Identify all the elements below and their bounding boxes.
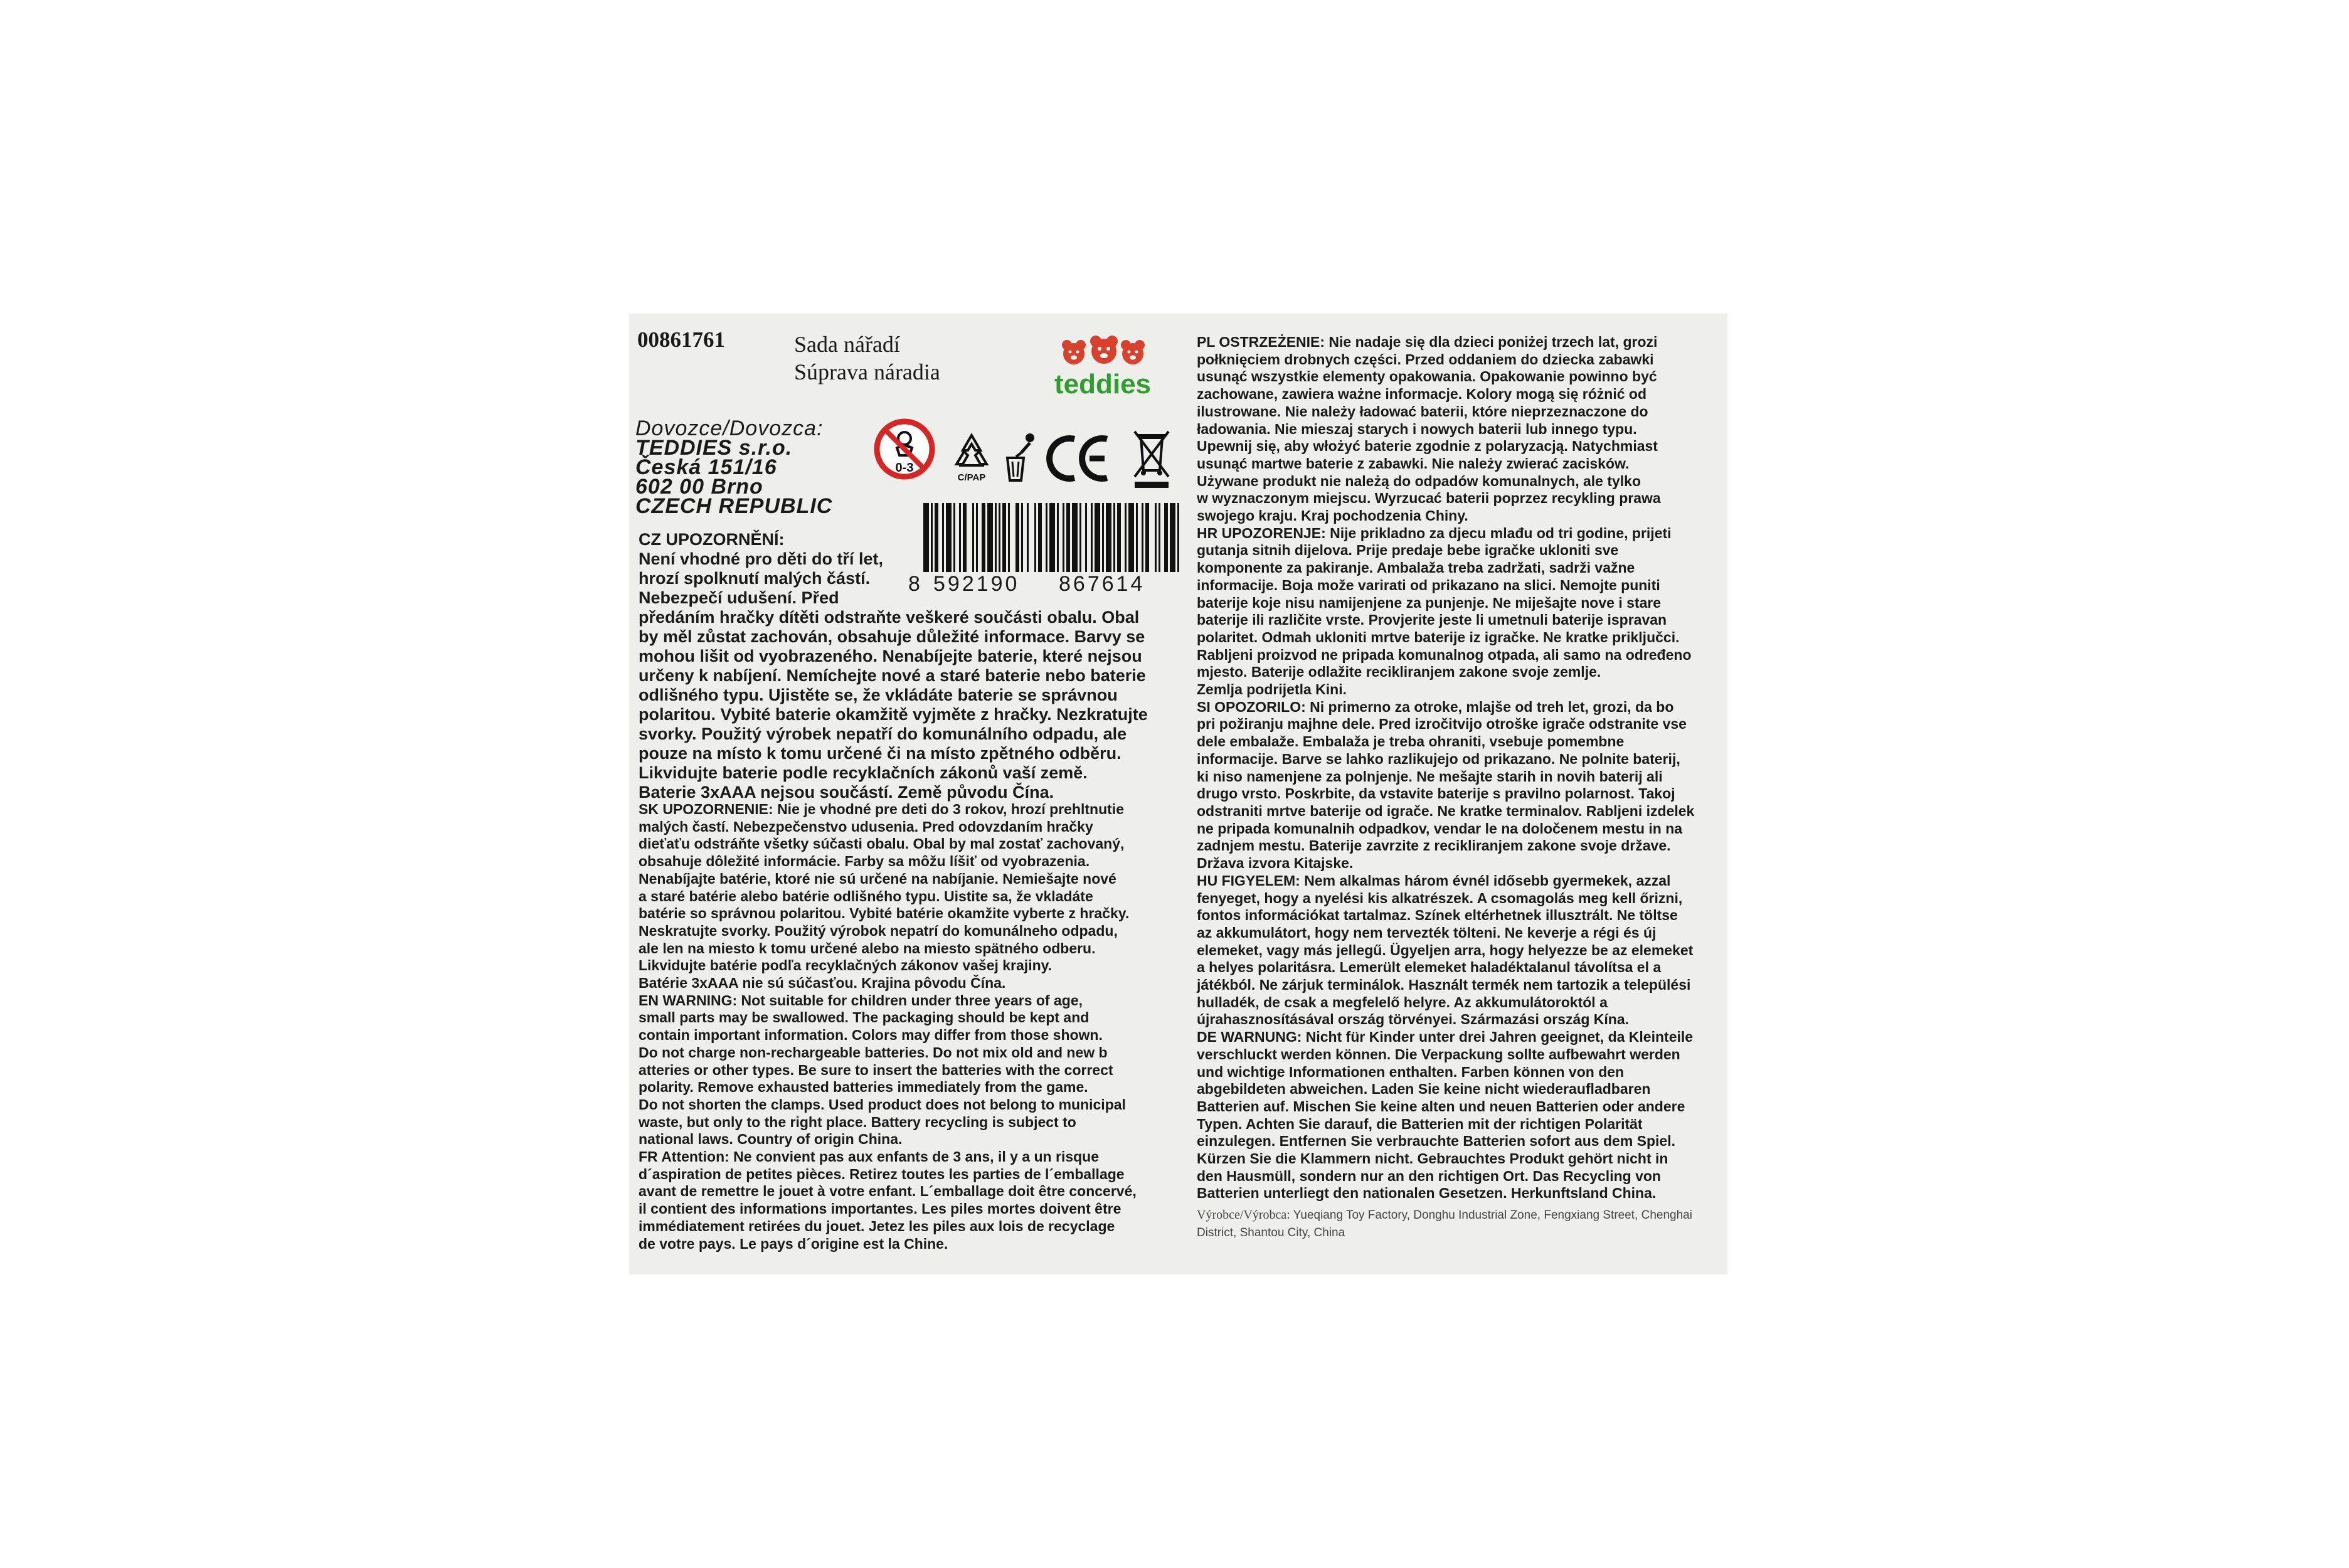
- text-line: batérie so správnou polaritou. Vybité batérie okamžite vyberte z hračky.: [639, 905, 1130, 922]
- text-line: contain important information. Colors may differ from those shown.: [639, 1027, 1103, 1044]
- text-line: abgebildeten abweichen. Laden Sie keine nicht wiederaufladbaren: [1197, 1081, 1651, 1098]
- text-line: pri požiranju majhne dele. Pred izročitvijo otroške igrače odstranite vse: [1197, 716, 1687, 733]
- text-line: odlišného typu. Ujistěte se, že vkládáte baterie se správnou: [639, 686, 1118, 704]
- recycle-label: C/PAP: [957, 472, 986, 483]
- text-line: malých častí. Nebezpečenstvo udusenia. Pred odovzdaním hračky: [639, 818, 1093, 835]
- text-line: polaritou. Vybité baterie okamžitě vyjměte z hračky. Nezkratujte: [639, 705, 1148, 724]
- text-line: immédiatement retirées du jouet. Jetez les piles aux lois de recyclage: [639, 1217, 1115, 1234]
- text-line: baterije koje nisu namijenjene za punjenje. Ne miješajte nove i stare: [1197, 594, 1662, 611]
- no-under-3-icon: [872, 418, 938, 487]
- crossed-bin-icon: [1131, 426, 1172, 492]
- text-line: Do not charge non-rechargeable batteries. Do not mix old and new b: [639, 1044, 1108, 1061]
- text-line: Do not shorten the clamps. Used product does not belong to municipal: [639, 1096, 1126, 1113]
- importer-city: 602 00 Brno: [635, 475, 763, 499]
- text-line: usunąć martwe baterie z zabawki. Nie należy zwierać zacisków.: [1197, 455, 1630, 472]
- text-line: verschluckt werden können. Die Verpackung sollte aufbewahrt werden: [1197, 1046, 1680, 1062]
- text-line: il contient des informations importantes. Les piles mortes doivent être: [639, 1200, 1121, 1217]
- text-line: national laws. Country of origin China.: [639, 1131, 903, 1148]
- text-line: hrozí spolknutí malých částí.: [639, 569, 871, 588]
- text-line: FR Attention: Ne convient pas aux enfants de 3 ans, il y a un risque: [639, 1148, 1100, 1165]
- text-line: gutanja sitnih dijelova. Prije predaje bebe igračke ukloniti sve: [1197, 542, 1619, 559]
- text-line: by měl zůstat zachován, obsahuje důležité informace. Barvy se: [639, 627, 1145, 646]
- text-line: informacije. Barve se lahko razlikujejo od prikazano. Ne polnite baterij,: [1197, 750, 1680, 767]
- text-line: usunąć wszystkie elementy opakowania. Opakowanie powinno być: [1197, 368, 1657, 385]
- text-line: Batterien auf. Mischen Sie keine alten und neuen Batterien oder andere: [1197, 1098, 1685, 1115]
- importer-heading: Dovozce/Dovozca:: [635, 416, 824, 440]
- text-line: zadnjem mestu. Baterije zavrzite z recikliranjem zakone svoje države.: [1197, 837, 1671, 854]
- cz-warning: [639, 530, 1197, 802]
- text-line: SK UPOZORNENIE: Nie je vhodné pre deti do 3 rokov, hrozí prehltnutie: [639, 801, 1124, 817]
- text-line: Typen. Achten Sie darauf, die Batterien mit der richtigen Polarität: [1197, 1115, 1643, 1132]
- text-line: předáním hračky dítěti odstraňte veškeré součásti obalu. Obal: [639, 608, 1140, 627]
- text-line: dele embalaže. Embalaža je treba ohraniti, vsebuje pomembne: [1197, 733, 1625, 750]
- text-line: fontos információkat tartalmaz. Színek eltérhetnek illusztrált. Ne töltse: [1197, 907, 1678, 924]
- text-line: einzulegen. Entfernen Sie verbrauchte Batterien sofort aus dem Spiel.: [1197, 1133, 1676, 1150]
- product-label: [629, 314, 1727, 1274]
- text-line: ki niso namenjene za polnjenje. Ne mešajte starih in novih baterij ali: [1197, 768, 1663, 785]
- text-line: Država izvora Kitajske.: [1197, 855, 1354, 872]
- teddies-logo: [1043, 332, 1175, 408]
- text-line: pouze na místo k tomu určené či na místo zpětného odběru.: [639, 744, 1121, 763]
- importer-block: [635, 416, 833, 518]
- manufacturer-block: [1197, 1206, 1724, 1242]
- text-line: den Hausmüll, sondern nur an den richtigen Ort. Das Recycling von: [1197, 1167, 1661, 1184]
- text-line: fenyeget, hogy a nyelési kis alkatrészek. A csomagolás meg kell őrizni,: [1197, 889, 1683, 906]
- barcode-first-digit: 8: [908, 572, 921, 596]
- text-line: újrahasznosításával ország törvényei. Származási ország Kína.: [1197, 1011, 1630, 1028]
- text-line: HU FIGYELEM: Nem alkalmas három évnél idősebb gyermekek, azzal: [1197, 872, 1671, 889]
- text-line: hulladék, de csak a megfelelő helyre. Az akkumulátoroktól a: [1197, 993, 1608, 1010]
- text-line: mohou lišit od vyobrazeného. Nenabíjejte baterie, které nejsou: [639, 647, 1142, 665]
- left-text-column: [639, 530, 1197, 1253]
- text-line: Batérie 3xAAA nie sú súčasťou. Krajina pôvodu Čína.: [639, 975, 1006, 992]
- text-line: obsahuje dôležité informácie. Farby sa môžu líšiť od vyobrazenia.: [639, 853, 1090, 870]
- text-line: Kürzen Sie die Klammern nicht. Gebrauchtes Produkt gehört nicht in: [1197, 1150, 1668, 1167]
- text-line: PL OSTRZEŻENIE: Nie nadaje się dla dzieci poniżej trzech lat, grozi: [1197, 334, 1658, 350]
- text-line: informacije. Boja može varirati od prikazano na slici. Nemojte puniti: [1197, 576, 1660, 593]
- text-line: baterije ili različite vrste. Provjerite jeste li umetnuli baterije ispravan: [1197, 612, 1667, 628]
- text-line: d´aspiration de petites pièces. Retirez toutes les parties de l´emballage: [639, 1165, 1125, 1182]
- sk-en-fr-warnings: [639, 801, 1197, 1253]
- text-line: swojego kraju. Kraj pochodzenia Chiny.: [1197, 507, 1468, 524]
- text-line: de votre pays. Le pays d´origine est la Chine.: [639, 1235, 948, 1252]
- ce-mark-icon: [1044, 433, 1115, 487]
- manufacturer-label: Výrobce/Výrobca:: [1197, 1208, 1290, 1222]
- text-line: odstraniti mrtve baterije od igrače. Ne kratke terminalov. Rabljeni izdelek: [1197, 802, 1695, 819]
- text-line: połknięciem drobnych części. Przed oddaniem do dziecka zabawki: [1197, 351, 1654, 368]
- text-line: Zemlja podrijetla Kini.: [1197, 681, 1347, 698]
- text-line: dieťaťu odstráňte všetky súčasti obalu. Obal by mal zostať zachovaný,: [639, 835, 1125, 852]
- text-line: ale len na miesto k tomu určené alebo na miesto spätného odberu.: [639, 940, 1096, 956]
- text-line: avant de remettre le jouet à votre enfant. L´emballage doit être concervé,: [639, 1183, 1137, 1200]
- text-line: Używane produkt nie należą do odpadów komunalnych, ale tylko: [1197, 472, 1641, 489]
- text-line: polaritet. Odmah ukloniti mrtve baterije iz igračke. Ne kratke priključci.: [1197, 628, 1680, 645]
- brand-name: teddies: [1054, 369, 1152, 400]
- text-line: ilustrowane. Nie należy ładować baterii, które nieprzeznaczone do: [1197, 403, 1648, 420]
- tidyman-icon: [1002, 432, 1040, 486]
- text-line: ne pripada komunalnih odpadkov, vendar le na določenem mestu in na: [1197, 820, 1683, 837]
- text-line: CZ UPOZORNĚNÍ:: [639, 530, 785, 549]
- importer-country: CZECH REPUBLIC: [635, 494, 833, 518]
- pl-hr-si-hu-de-warnings: [1197, 334, 1724, 1202]
- text-line: a helyes polaritásra. Lemerült elemeket haladéktalanul távolítsa el a: [1197, 959, 1662, 976]
- text-line: polarity. Remove exhausted batteries immediately from the game.: [639, 1079, 1088, 1096]
- right-text-column: [1197, 334, 1724, 1242]
- text-line: komponente za pakiranje. Ambalaža treba zadržati, sadrži važne: [1197, 559, 1635, 576]
- text-line: Nenabíjajte batérie, ktoré nie sú určené na nabíjanie. Nemiešajte nové: [639, 870, 1116, 887]
- text-line: svorky. Použitý výrobek nepatří do komunálního odpadu, ale: [639, 724, 1127, 743]
- text-line: drugo vrsto. Poskrbite, da vstavite baterije s pravilno polarnost. Takoj: [1197, 785, 1675, 802]
- product-name-cz: Sada nářadí: [794, 332, 900, 357]
- text-line: und wichtige Informationen enthalten. Farben können von den: [1197, 1063, 1625, 1080]
- product-code: 00861761: [637, 327, 725, 352]
- barcode-group-2: 867614: [1059, 572, 1145, 596]
- importer-street: Česká 151/16: [635, 455, 777, 479]
- text-line: waste, but only to the right place. Battery recycling is subject to: [639, 1113, 1076, 1130]
- text-line: w wyznaczonym miejscu. Wyrzucać baterii poprzez recykling prawa: [1197, 490, 1661, 507]
- barcode-group-1: 592190: [933, 572, 1020, 596]
- text-line: Baterie 3xAAA nejsou součástí. Země původu Čína.: [639, 783, 1054, 802]
- text-line: SI OPOZORILO: Ni primerno za otroke, mlajše od treh let, grozi, da bo: [1197, 698, 1674, 715]
- text-line: HR UPOZORENJE: Nije prikladno za djecu mlađu od tri godine, prijeti: [1197, 524, 1672, 541]
- manufacturer-line-2: District, Shantou City, China: [1197, 1226, 1345, 1240]
- text-line: ładowania. Nie mieszaj starych i nowych baterii lub innego typu.: [1197, 420, 1637, 437]
- text-line: Batterien unterliegt den nationalen Gesetzen. Herkunftsland China.: [1197, 1185, 1657, 1202]
- text-line: atteries or other types. Be sure to insert the batteries with the correct: [639, 1061, 1113, 1078]
- text-line: mjesto. Baterije odlažite recikliranjem zakone svoje zemlje.: [1197, 664, 1601, 681]
- text-line: Likvidujte baterie podle recyklačních zákonů vaší země.: [639, 763, 1088, 782]
- text-line: určeny k nabíjení. Nemíchejte nové a staré baterie nebo baterie: [639, 666, 1146, 685]
- text-line: Likvidujte batérie podľa recyklačných zákonov vašej krajiny.: [639, 957, 1053, 974]
- text-line: Nebezpečí udušení. Před: [639, 588, 839, 607]
- age-warning-label: 0-3: [895, 461, 914, 475]
- text-line: Není vhodné pro děti do tří let,: [639, 549, 884, 568]
- text-line: elemeket, vagy más jellegű. Ügyeljen arra, hogy helyezze be az elemeket: [1197, 941, 1694, 958]
- importer-name: TEDDIES s.r.o.: [635, 436, 793, 460]
- text-line: játékból. Ne zárjuk terminálok. Használt termék nem tartozik a települési: [1197, 977, 1691, 993]
- product-name-sk: Súprava náradia: [794, 359, 940, 384]
- manufacturer-line-1: Yueqiang Toy Factory, Donghu Industrial Zone, Fengxiang Street, Chenghai: [1293, 1209, 1692, 1222]
- text-line: DE WARNUNG: Nicht für Kinder unter drei Jahren geeignet, da Kleinteile: [1197, 1029, 1694, 1046]
- text-line: small parts may be swallowed. The packaging should be kept and: [639, 1009, 1090, 1026]
- text-line: zachowane, zawiera ważne informacje. Kolory mogą się różnić od: [1197, 386, 1647, 403]
- text-line: EN WARNING: Not suitable for children under three years of age,: [639, 992, 1083, 1009]
- text-line: Neskratujte svorky. Použitý výrobok nepatrí do komunálneho odpadu,: [639, 922, 1118, 939]
- text-line: a staré batérie alebo batérie odlišného typu. Uistite sa, že vkladáte: [639, 887, 1093, 904]
- text-line: az akkumulátort, hogy nem tervezték tölteni. Ne keverje a régi és új: [1197, 924, 1657, 941]
- text-line: Upewnij się, aby włożyć baterie zgodnie z polaryzacją. Natychmiast: [1197, 438, 1658, 455]
- recycle-icon: [950, 432, 993, 486]
- text-line: Rabljeni proizvod ne pripada komunalnog otpada, ali samo na određeno: [1197, 646, 1692, 663]
